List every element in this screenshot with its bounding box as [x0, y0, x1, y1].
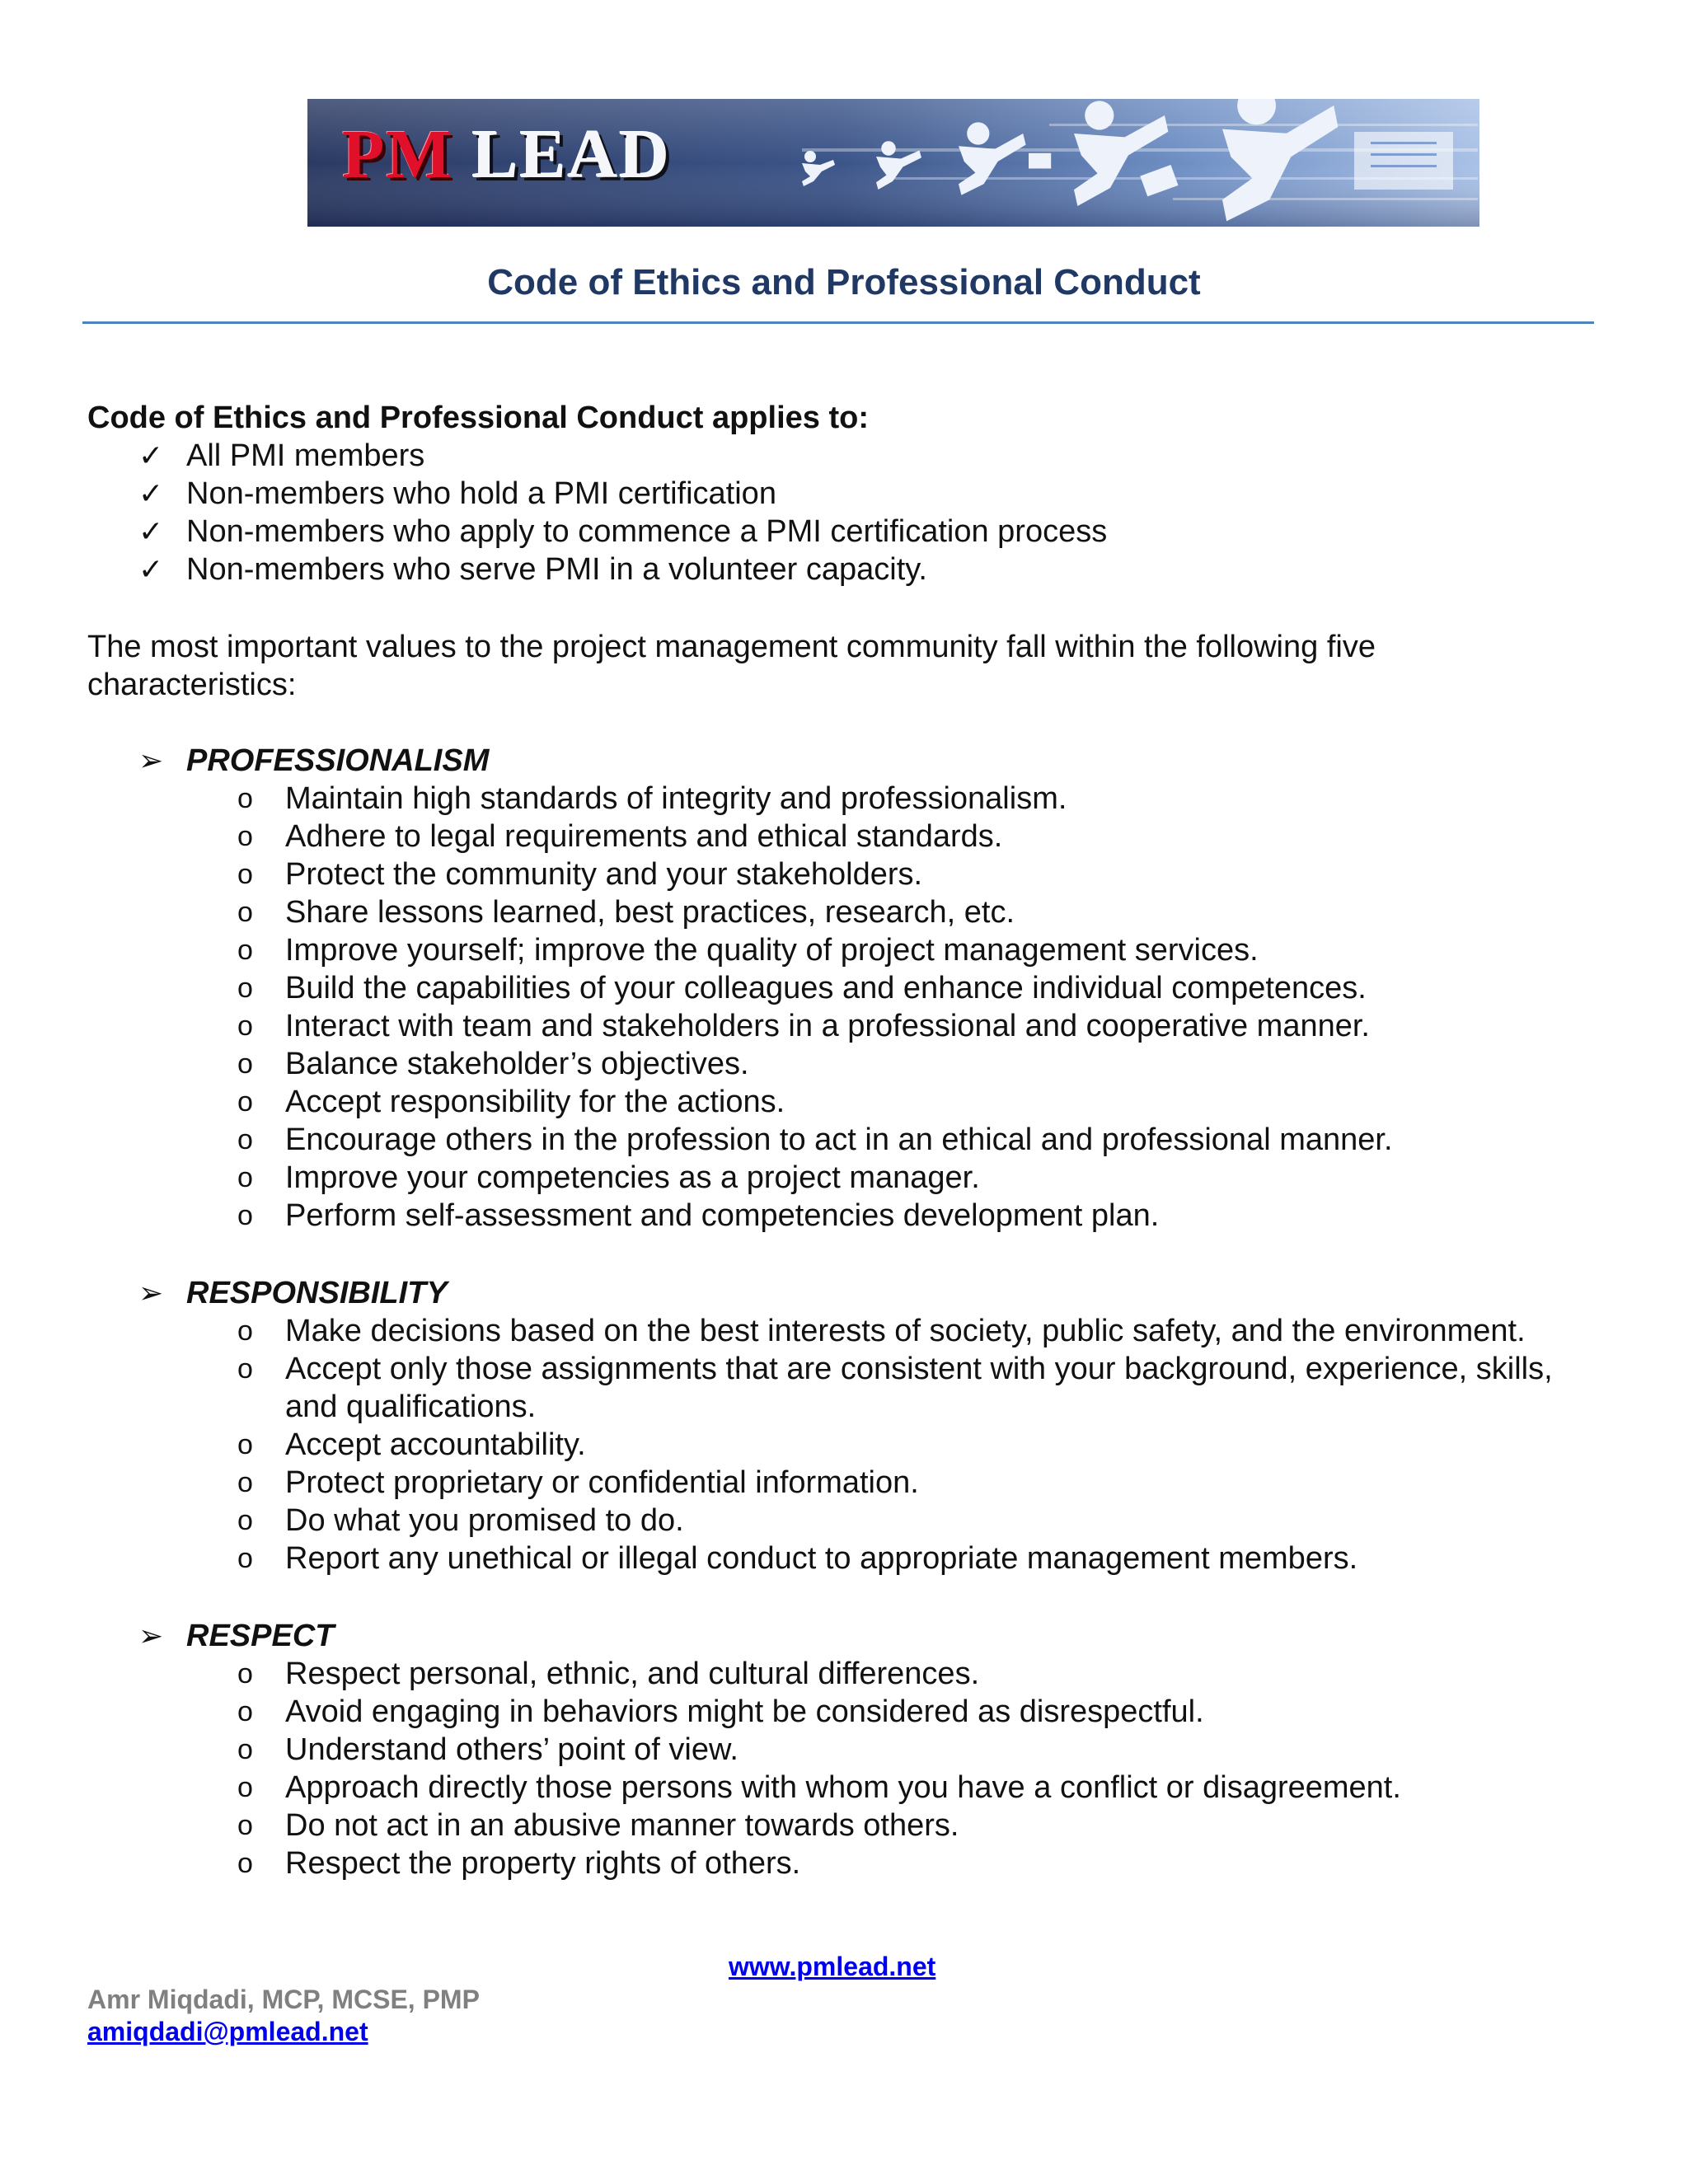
circle-bullet-icon: o [237, 1696, 253, 1727]
section-heading-respect: RESPECT [186, 1619, 335, 1653]
list-item: Build the capabilities of your colleagues and enhance individual competences. [285, 971, 1367, 1005]
list-item: Improve your competencies as a project manager. [285, 1160, 980, 1195]
circle-bullet-icon: o [237, 1467, 253, 1498]
list-item: Avoid engaging in behaviors might be considered as disrespectful. [285, 1694, 1204, 1729]
circle-bullet-icon: o [237, 1200, 253, 1231]
list-item: Share lessons learned, best practices, research, etc. [285, 895, 1015, 930]
list-item: Encourage others in the profession to act in an ethical and professional manner. [285, 1122, 1393, 1157]
circle-bullet-icon: o [237, 1505, 253, 1536]
list-item: Do not act in an abusive manner towards others. [285, 1808, 959, 1843]
check-icon: ✓ [138, 438, 164, 472]
circle-bullet-icon: o [237, 1810, 253, 1841]
circle-bullet-icon: o [237, 1772, 253, 1803]
list-item: Accept accountability. [285, 1427, 586, 1462]
applies-item: All PMI members [186, 438, 425, 473]
list-item: Protect proprietary or confidential information. [285, 1465, 919, 1500]
circle-bullet-icon: o [237, 1429, 253, 1460]
circle-bullet-icon: o [237, 859, 253, 890]
list-item: Respect personal, ethnic, and cultural differences. [285, 1657, 980, 1691]
list-item: Adhere to legal requirements and ethical standards. [285, 819, 1003, 854]
list-item: Perform self-assessment and competencies development plan. [285, 1198, 1160, 1233]
circle-bullet-icon: o [237, 1848, 253, 1879]
list-item: Understand others’ point of view. [285, 1732, 738, 1767]
section-heading-responsibility: RESPONSIBILITY [186, 1276, 448, 1310]
list-item: Protect the community and your stakeholders. [285, 857, 923, 892]
circle-bullet-icon: o [237, 1048, 253, 1080]
page-title: Code of Ethics and Professional Conduct [487, 262, 1201, 302]
circle-bullet-icon: o [237, 1315, 253, 1347]
list-item: Do what you promised to do. [285, 1503, 684, 1538]
applies-item: Non-members who serve PMI in a volunteer capacity. [186, 552, 927, 587]
pm-lead-banner [307, 99, 1479, 227]
circle-bullet-icon: o [237, 1010, 253, 1042]
circle-bullet-icon: o [237, 1086, 253, 1118]
circle-bullet-icon: o [237, 1124, 253, 1155]
list-item: Report any unethical or illegal conduct to appropriate management members. [285, 1541, 1358, 1576]
arrow-bullet-icon: ➢ [138, 743, 164, 777]
circle-bullet-icon: o [237, 1734, 253, 1765]
arrow-bullet-icon: ➢ [138, 1276, 164, 1310]
list-item-continuation: and qualifications. [285, 1390, 537, 1424]
circle-bullet-icon: o [237, 972, 253, 1004]
check-icon: ✓ [138, 514, 164, 548]
applies-item: Non-members who apply to commence a PMI certification process [186, 514, 1108, 549]
list-item: Maintain high standards of integrity and professionalism. [285, 781, 1067, 816]
applies-heading: Code of Ethics and Professional Conduct applies to: [87, 401, 869, 435]
list-item: Balance stakeholder’s objectives. [285, 1047, 749, 1081]
intro-paragraph-line-1: The most important values to the project management community fall within the following five [87, 630, 1376, 664]
check-icon: ✓ [138, 476, 164, 510]
circle-bullet-icon: o [237, 1658, 253, 1690]
circle-bullet-icon: o [237, 897, 253, 928]
list-item: Improve yourself; improve the quality of project management services. [285, 933, 1259, 968]
check-icon: ✓ [138, 552, 164, 586]
circle-bullet-icon: o [237, 1353, 253, 1385]
list-item: Interact with team and stakeholders in a professional and cooperative manner. [285, 1009, 1370, 1043]
logo-lead: LEAD [471, 116, 671, 193]
arrow-bullet-icon: ➢ [138, 1619, 164, 1652]
list-item: Respect the property rights of others. [285, 1846, 801, 1881]
circle-bullet-icon: o [237, 1162, 253, 1193]
circle-bullet-icon: o [237, 783, 253, 814]
section-heading-professionalism: PROFESSIONALISM [186, 743, 490, 778]
list-item: Approach directly those persons with whom you have a conflict or disagreement. [285, 1770, 1401, 1805]
list-item: Make decisions based on the best interests of society, public safety, and the environment. [285, 1314, 1526, 1348]
author-name: Amr Miqdadi, MCP, MCSE, PMP [87, 1985, 480, 2014]
circle-bullet-icon: o [237, 821, 253, 852]
intro-paragraph-line-2: characteristics: [87, 668, 297, 702]
pm-lead-logo [342, 116, 671, 193]
title-divider [82, 321, 1594, 324]
applies-item: Non-members who hold a PMI certification [186, 476, 776, 511]
logo-pm: PM [342, 116, 453, 193]
email-link[interactable]: amiqdadi@pmlead.net [87, 2017, 368, 2046]
website-link[interactable]: www.pmlead.net [729, 1952, 936, 1981]
circle-bullet-icon: o [237, 935, 253, 966]
list-item: Accept responsibility for the actions. [285, 1085, 785, 1119]
list-item: Accept only those assignments that are consistent with your background, experience, skills, [285, 1352, 1553, 1386]
circle-bullet-icon: o [237, 1543, 253, 1574]
